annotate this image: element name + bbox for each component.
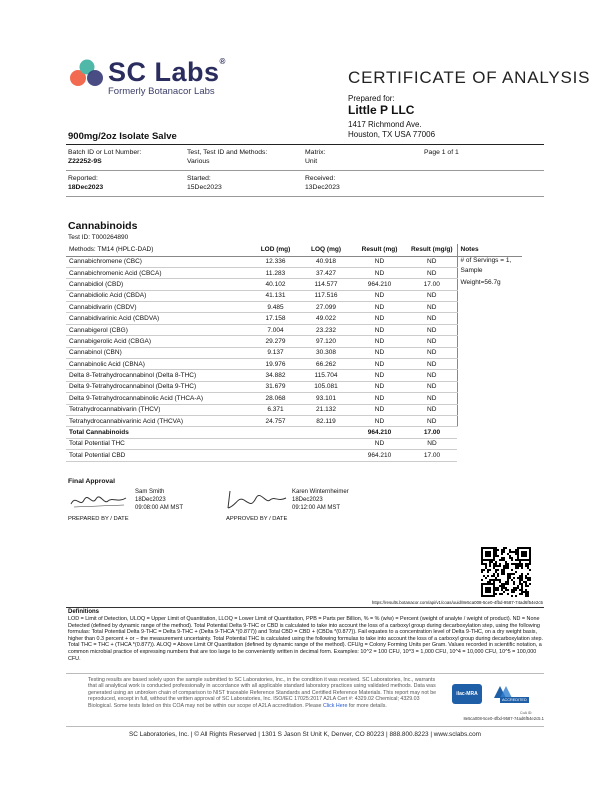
analyte-name: Tetrahydrocannabivarinic Acid (THCVA) — [66, 415, 251, 426]
notes-cell — [457, 415, 522, 426]
registered-mark: ® — [219, 57, 226, 66]
col-notes: Notes — [457, 244, 522, 256]
footer-text: SC Laboratories, Inc. | © All Rights Reserved | 1301 S Jason St Unit K, Denver, CO 80223 | 888.800.8223 | www.sclabs.com — [128, 731, 481, 738]
analyte-name: Cannabinol (CBN) — [66, 347, 251, 358]
loq-value: 93.101 — [300, 393, 352, 404]
batch-label: Batch ID or Lot Number: — [68, 149, 142, 156]
result-mg-value: ND — [352, 370, 407, 381]
test-id: Test ID: T000264890 — [68, 234, 129, 241]
lod-value — [251, 450, 300, 461]
signer2-date: 18Dec2023 — [292, 497, 323, 503]
disclaimer-tail: for more details. — [347, 702, 387, 709]
loq-value: 30.308 — [300, 347, 352, 358]
qr-code-icon[interactable] — [471, 547, 541, 597]
test-label: Test, Test ID and Methods: — [187, 149, 268, 156]
table-row — [66, 359, 522, 370]
notes-cell — [457, 450, 522, 461]
result-mg-value: ND — [352, 256, 407, 267]
result-mgg-value: ND — [407, 267, 457, 278]
notes-cell: Sample — [457, 267, 522, 278]
result-mg-value: ND — [352, 347, 407, 358]
notes-cell — [457, 393, 522, 404]
result-mgg-value: ND — [407, 290, 457, 301]
cannabinoids-title: Cannabinoids — [68, 220, 138, 232]
notes-cell: Weight=56.7g — [457, 279, 522, 290]
lod-value: 29.279 — [251, 336, 300, 347]
col-loq: LOQ (mg) — [300, 244, 352, 256]
analyte-name: Total Cannabinoids — [66, 427, 251, 438]
loq-value: 21.132 — [300, 404, 352, 415]
loq-value — [300, 438, 352, 449]
notes-cell — [457, 370, 522, 381]
signer2-time: 09:12:00 AM MST — [292, 505, 341, 511]
notes-cell — [457, 427, 522, 438]
analyte-name: Delta 9-Tetrahydrocannabinolic Acid (THCA-A) — [66, 393, 251, 404]
qr-url[interactable]: https://results.botanacor.com/api/v1/coas/uuid/8e5ca008-5ce0-4fbd-9587-74ad6f54e2c5 — [371, 600, 543, 605]
lod-value: 41.131 — [251, 290, 300, 301]
analyte-name: Cannabigerolic Acid (CBGA) — [66, 336, 251, 347]
lod-value: 40.102 — [251, 279, 300, 290]
result-mgg-value: 17.00 — [407, 450, 457, 461]
table-row — [66, 279, 522, 290]
disclaimer-body: Testing results are based solely upon the sample submitted to SC Laboratories, Inc., in the condition it was received. SC Laboratories, Inc., warrants that all analytical work is conducted professionally in accordance with all applicable standard laboratory practices using validated methods. Data was generated using an unbroken chain of comparison to NIST traceable Reference Standards and Certified Reference Materials. This report may not be reproduced, except in full, without the written approval of SC Laboratories, Inc. ISO/IEC 17025:2017 A2LA Cert #: 4329.02 Chemical; 4329.03 Biological. Some tests listed on this COA may not be within our scope of A2LA accreditation. Please — [88, 677, 437, 709]
sc-labs-logo-icon — [68, 58, 106, 88]
prepared-for-label: Prepared for: — [348, 94, 395, 103]
loq-value: 23.232 — [300, 324, 352, 335]
definitions-title: Definitions — [68, 609, 99, 615]
analyte-name: Cannabidiol (CBD) — [66, 279, 251, 290]
total-row — [66, 450, 522, 461]
client-name: Little P LLC — [348, 103, 415, 117]
lod-value: 7.004 — [251, 324, 300, 335]
notes-cell — [457, 404, 522, 415]
matrix-label: Matrix: — [305, 149, 326, 156]
analyte-name: Cannabigerol (CBG) — [66, 324, 251, 335]
notes-cell — [457, 359, 522, 370]
lod-value: 24.757 — [251, 415, 300, 426]
loq-value: 40.918 — [300, 256, 352, 267]
notes-cell — [457, 381, 522, 392]
result-mg-value: ND — [352, 393, 407, 404]
result-mg-value: ND — [352, 313, 407, 324]
result-mg-value: ND — [352, 324, 407, 335]
table-row — [66, 370, 522, 381]
result-mg-value: ND — [352, 404, 407, 415]
brand-name: SC Labs — [108, 57, 220, 87]
accredited-label: ACCREDITED — [502, 698, 527, 702]
details-link[interactable]: Click Here — [322, 702, 348, 709]
notes-cell — [457, 324, 522, 335]
lod-value: 19.976 — [251, 359, 300, 370]
test-value: Various — [187, 158, 210, 165]
brand-formerly: Formerly Botanacor Labs — [108, 86, 215, 97]
result-mg-value: ND — [352, 336, 407, 347]
analyte-name: Delta 9-Tetrahydrocannabinol (Delta 9-THC) — [66, 381, 251, 392]
result-mg-value: ND — [352, 438, 407, 449]
client-address1: 1417 Richmond Ave. — [348, 120, 422, 129]
received-value: 13Dec2023 — [305, 184, 340, 191]
lod-value: 6.371 — [251, 404, 300, 415]
notes-cell — [457, 347, 522, 358]
col-result-g: Result (mg/g) — [407, 244, 457, 256]
signature-prepared — [68, 490, 130, 512]
coa-id-label: CoA ID: — [520, 711, 533, 715]
analyte-name: Cannabichromenic Acid (CBCA) — [66, 267, 251, 278]
notes-cell — [457, 290, 522, 301]
batch-value: Z22252-9S — [68, 158, 102, 165]
coa-title: CERTIFICATE OF ANALYSIS — [348, 68, 591, 87]
signer2-name: Karen Winternheimer — [292, 489, 349, 495]
table-row — [66, 267, 522, 278]
reported-value: 18Dec2023 — [68, 184, 104, 191]
approval-title: Final Approval — [68, 478, 115, 485]
notes-cell — [457, 336, 522, 347]
signer1-name: Sam Smith — [135, 489, 165, 495]
loq-value: 37.427 — [300, 267, 352, 278]
result-mg-value: ND — [352, 302, 407, 313]
coa-id: 8e5ca008-5ce0-4fbd-9587-74ad6f54e2c5.1 — [463, 716, 544, 721]
lod-value — [251, 427, 300, 438]
loq-value: 82.119 — [300, 415, 352, 426]
lod-value: 31.679 — [251, 381, 300, 392]
notes-cell — [457, 438, 522, 449]
table-row — [66, 381, 522, 392]
result-mg-value: 964.210 — [352, 450, 407, 461]
reported-label: Reported: — [68, 175, 98, 182]
result-mgg-value: ND — [407, 415, 457, 426]
signer1-time: 09:08:00 AM MST — [135, 505, 184, 511]
matrix-value: Unit — [305, 158, 318, 165]
started-value: 15Dec2023 — [187, 184, 222, 191]
result-mgg-value: ND — [407, 256, 457, 267]
total-row — [66, 438, 522, 449]
result-mgg-value: ND — [407, 336, 457, 347]
result-mg-value: ND — [352, 267, 407, 278]
loq-value: 97.120 — [300, 336, 352, 347]
loq-value: 105.081 — [300, 381, 352, 392]
result-mgg-value: ND — [407, 302, 457, 313]
notes-cell — [457, 302, 522, 313]
client-address2: Houston, TX USA 77006 — [348, 130, 436, 139]
analyte-name: Cannabichromene (CBC) — [66, 256, 251, 267]
result-mg-value: ND — [352, 359, 407, 370]
analyte-name: Tetrahydrocannabivarin (THCV) — [66, 404, 251, 415]
definitions-text: LOD = Limit of Detection, ULOQ = Upper Limit of Quantitation, LLOQ = Lower Limit of Quantitation, PPB = Parts per Billion, % = % (w/w) = Percent (weight of analyte / weight of product). ND = None Detected (defined by dynamic range of the method). Total Potential Delta 9-THC or CBD is calculated to take into account the loss of a carboxyl group during decarboxylation step, using the following formulas: Total Potential Delta 9-THC = Delta 9-THC + (Delta 9-THCA *(0.877)) and Total CBD = CBD + (CBDa *(0.877)). Fail equates to a concentration level of Delta 9-THC, on a dry weight basis, higher than 0.3 percent + or − the measurement uncertainty. Total Potential THC is calculated using the following formulas to take into account the loss of a carboxyl group during decarboxylation step. Total THC = THC + (THCA *(0.877)). ALOQ = Above Limit Of Quantitation (defined by dynamic range of the method). CFU/g = Colony Forming Units per Gram. Values recorded in scientific notation, a common microbial practice of expressing numbers that are too large to be conveniently written in decimal form. Examples: 10^2 = 100 CFU, 10^3 = 1,000 CFU, 10^4 = 10,000 CFU, 10^5 = 100,000 CFU. — [68, 616, 543, 662]
result-mgg-value: ND — [407, 359, 457, 370]
table-row — [66, 347, 522, 358]
ilac-mra-badge: ilac-MRA — [452, 684, 482, 704]
total-row — [66, 427, 522, 438]
loq-value: 27.099 — [300, 302, 352, 313]
result-mgg-value: ND — [407, 438, 457, 449]
loq-value — [300, 450, 352, 461]
loq-value: 66.262 — [300, 359, 352, 370]
disclaimer-text — [88, 677, 444, 709]
table-row — [66, 415, 522, 426]
col-lod: LOD (mg) — [251, 244, 300, 256]
table-row — [66, 302, 522, 313]
result-mgg-value: ND — [407, 313, 457, 324]
lod-value: 28.068 — [251, 393, 300, 404]
result-mgg-value: ND — [407, 370, 457, 381]
result-mgg-value: 17.00 — [407, 427, 457, 438]
result-mgg-value: ND — [407, 324, 457, 335]
loq-value: 114.577 — [300, 279, 352, 290]
signature-approved — [226, 488, 288, 512]
started-label: Started: — [187, 175, 211, 182]
table-row — [66, 404, 522, 415]
loq-value: 115.704 — [300, 370, 352, 381]
sample-name: 900mg/2oz Isolate Salve — [68, 131, 177, 142]
result-mg-value: ND — [352, 415, 407, 426]
table-row — [66, 313, 522, 324]
cannabinoids-table — [66, 244, 522, 462]
analyte-name: Cannabidivarinic Acid (CBDVA) — [66, 313, 251, 324]
notes-cell: # of Servings = 1, — [457, 256, 522, 267]
result-mgg-value: ND — [407, 404, 457, 415]
table-row — [66, 290, 522, 301]
lod-value: 11.283 — [251, 267, 300, 278]
result-mgg-value: 17.00 — [407, 279, 457, 290]
result-mgg-value: ND — [407, 381, 457, 392]
lod-value — [251, 438, 300, 449]
analyte-name: Total Potential THC — [66, 438, 251, 449]
notes-cell — [457, 313, 522, 324]
signer1-date: 18Dec2023 — [135, 497, 166, 503]
methods-header: Methods: TM14 (HPLC-DAD) — [66, 244, 251, 256]
table-row — [66, 336, 522, 347]
lod-value: 9.137 — [251, 347, 300, 358]
table-row — [66, 256, 522, 267]
analyte-name: Cannabidivarin (CBDV) — [66, 302, 251, 313]
table-row — [66, 324, 522, 335]
lod-value: 12.336 — [251, 256, 300, 267]
analyte-name: Cannabinolic Acid (CBNA) — [66, 359, 251, 370]
result-mg-value: ND — [352, 381, 407, 392]
analyte-name: Delta 8-Tetrahydrocannabinol (Delta 8-THC) — [66, 370, 251, 381]
received-label: Received: — [305, 175, 336, 182]
loq-value: 117.516 — [300, 290, 352, 301]
result-mg-value: ND — [352, 290, 407, 301]
table-row — [66, 393, 522, 404]
result-mg-value: 964.210 — [352, 279, 407, 290]
result-mg-value: 964.210 — [352, 427, 407, 438]
page-number: Page 1 of 1 — [424, 149, 459, 156]
loq-value: 49.022 — [300, 313, 352, 324]
lod-value: 9.485 — [251, 302, 300, 313]
analyte-name: Total Potential CBD — [66, 450, 251, 461]
prepared-by-label: PREPARED BY / DATE — [68, 516, 129, 522]
result-mgg-value: ND — [407, 347, 457, 358]
loq-value — [300, 427, 352, 438]
result-mgg-value: ND — [407, 393, 457, 404]
lod-value: 17.158 — [251, 313, 300, 324]
approved-by-label: APPROVED BY / DATE — [226, 516, 288, 522]
analyte-name: Cannabidiolic Acid (CBDA) — [66, 290, 251, 301]
col-result: Result (mg) — [352, 244, 407, 256]
lod-value: 34.882 — [251, 370, 300, 381]
